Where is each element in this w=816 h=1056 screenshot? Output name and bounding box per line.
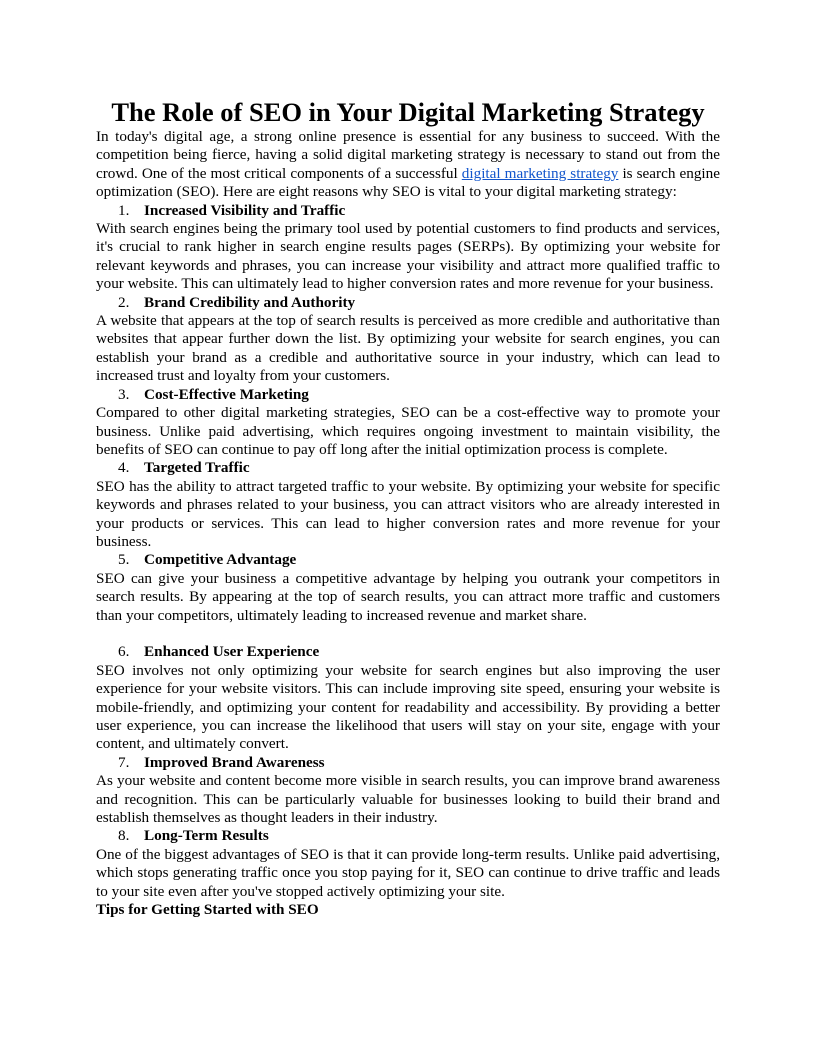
section-heading-text: Increased Visibility and Traffic: [144, 201, 346, 219]
section-body: With search engines being the primary tool used by potential customers to find products and services, it's crucial to rank higher in search engine results pages (SERPs). By optimizing your website for relevant keywords and phrases, you can increase your visibility and attract more qualified traffic to your website. This can ultimately lead to higher conversion rates and more revenue for your business.: [96, 220, 720, 293]
section-body: A website that appears at the top of search results is perceived as more credible and authoritative than websites that appear further down the list. By optimizing your website for search engines, you can establish your brand as a credible and authoritative source in your industry, which can lead to increased trust and loyalty from your customers.: [96, 312, 720, 385]
intro-paragraph: [96, 128, 720, 202]
section-4: [96, 459, 720, 551]
intro-text-before-link: In today's digital age, a strong online presence is essential for any business to succeed. With the competition being fierce, having a solid digital marketing strategy is necessary to stand out from the crowd. One of the most critical components of a successful: [96, 128, 720, 182]
section-heading-text: Long-Term Results: [144, 827, 269, 845]
section-8: [96, 827, 720, 901]
section-6: [96, 643, 720, 753]
section-heading: [96, 551, 720, 569]
section-7: [96, 754, 720, 828]
section-body: One of the biggest advantages of SEO is that it can provide long-term results. Unlike paid advertising, which stops generating traffic once you stop paying for it, SEO can continue to drive traffic and leads to your site even after you've stopped actively optimizing your site.: [96, 845, 720, 900]
section-body: As your website and content become more visible in search results, you can improve brand awareness and recognition. This can be particularly valuable for businesses looking to build their brand and establish themselves as thought leaders in their industry.: [96, 772, 720, 827]
section-5: [96, 551, 720, 625]
tips-heading: Tips for Getting Started with SEO: [96, 901, 319, 919]
document-page: [96, 96, 720, 919]
section-heading-text: Improved Brand Awareness: [144, 753, 325, 771]
section-body: SEO can give your business a competitive advantage by helping you outrank your competitors in search results. By appearing at the top of search results, you can attract more traffic and customers than your competitors, ultimately leading to increased revenue and market share.: [96, 569, 720, 624]
section-heading-text: Competitive Advantage: [144, 551, 297, 569]
section-heading-text: Enhanced User Experience: [144, 643, 320, 661]
section-number: 6.: [118, 643, 130, 661]
section-number: 3.: [118, 385, 130, 403]
section-heading: [96, 459, 720, 477]
section-body: SEO has the ability to attract targeted traffic to your website. By optimizing your website for specific keywords and phrases related to your business, you can attract visitors who are already interested in your products or services. This can lead to higher conversion rates and more revenue for your business.: [96, 477, 720, 550]
page-title: The Role of SEO in Your Digital Marketing Strategy: [111, 97, 705, 127]
section-body: SEO involves not only optimizing your website for search engines but also improving the user experience for your website visitors. This can include improving site speed, ensuring your website is mobile-friendly, and optimizing your content for readability and accessibility. By providing a better user experience, you can increase the likelihood that users will stay on your site, engage with your content, and ultimately convert.: [96, 661, 720, 753]
section-number: 2.: [118, 293, 130, 311]
blank-line: [96, 625, 720, 643]
section-heading: [96, 294, 720, 312]
section-heading: [96, 386, 720, 404]
section-heading: [96, 202, 720, 220]
section-heading-text: Cost-Effective Marketing: [144, 385, 309, 403]
digital-marketing-strategy-link[interactable]: digital marketing strategy: [461, 164, 619, 182]
section-3: [96, 386, 720, 460]
section-2: [96, 294, 720, 386]
section-number: 7.: [118, 753, 130, 771]
section-number: 8.: [118, 827, 130, 845]
section-1: [96, 202, 720, 294]
section-body: Compared to other digital marketing strategies, SEO can be a cost-effective way to promote your business. Unlike paid advertising, which requires ongoing investment to maintain visibility, the benefits of SEO can continue to pay off long after the initial optimization process is complete.: [96, 404, 720, 458]
section-number: 5.: [118, 551, 130, 569]
section-heading: [96, 754, 720, 772]
section-heading-text: Brand Credibility and Authority: [144, 293, 356, 311]
section-heading: [96, 643, 720, 661]
section-heading: [96, 827, 720, 845]
section-heading-text: Targeted Traffic: [144, 459, 250, 477]
intro-text-after-link: is search engine optimization (SEO). Here are eight reasons why SEO is vital to your digital marketing strategy:: [96, 164, 720, 201]
section-number: 4.: [118, 459, 130, 477]
section-number: 1.: [118, 201, 130, 219]
